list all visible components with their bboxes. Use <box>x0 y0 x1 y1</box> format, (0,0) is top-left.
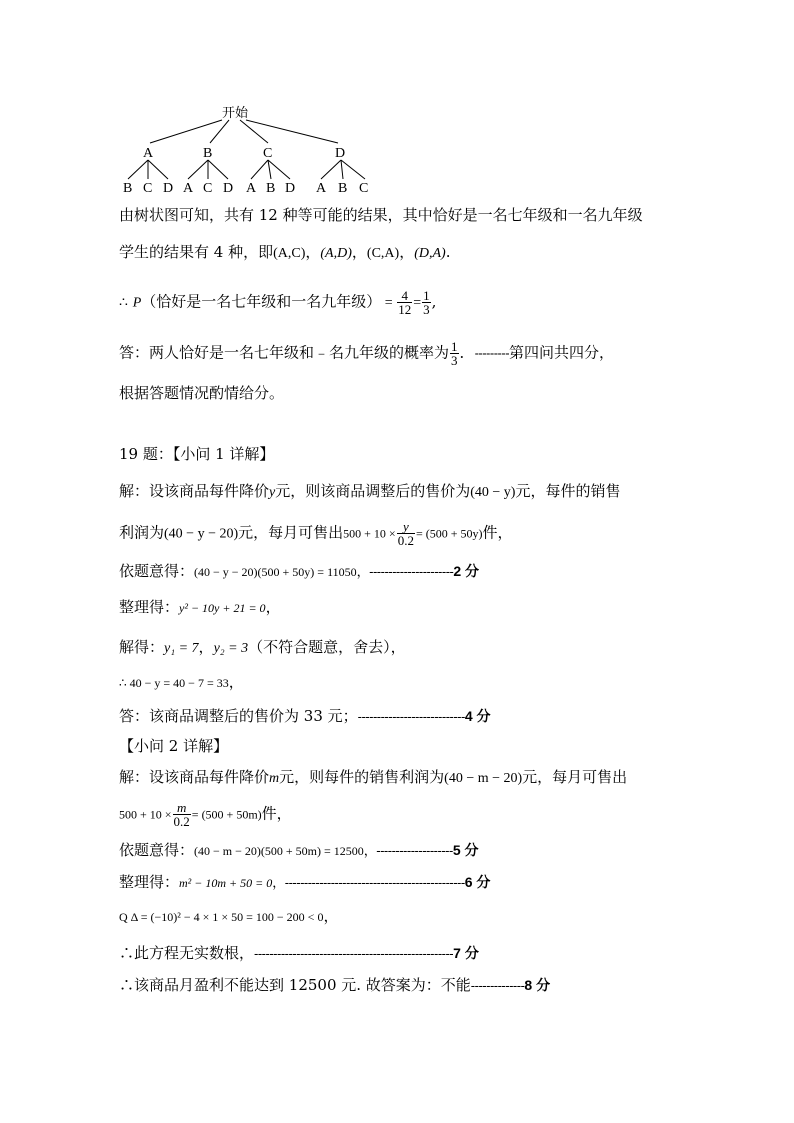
probability-equation: ∴ P（恰好是一名七年级和一名九年级） = $\frac{4}{12}$ = $\frac{1}{3}$ , <box>119 288 437 317</box>
tree-node-b: B <box>203 146 213 161</box>
tree-leaf: B <box>338 181 348 196</box>
tree-node-a: A <box>143 146 154 161</box>
q19-line: ∴ 40 − y = 40 − 7 = 33， <box>119 673 244 691</box>
tree-leaf: A <box>246 181 257 196</box>
tree-leaf: C <box>203 181 213 196</box>
tree-leaf: A <box>316 181 327 196</box>
paragraph-tree-result: 由树状图可知，共有 12 种等可能的结果，其中恰好是一名七年级和一名九年级 <box>119 206 643 224</box>
tree-leaf: A <box>183 181 194 196</box>
q19-line: 500 + 10 × $\frac{m}{0.2}$ = (500 + 50m)件， <box>119 800 292 829</box>
fraction: $\frac{y}{0.2}$ <box>397 519 414 548</box>
tree-leaf: C <box>359 181 369 196</box>
tree-leaf: D <box>285 181 296 196</box>
grading-note: 根据答题情况酌情给分。 <box>119 384 285 402</box>
q19-heading: 19 题：【小问 1 详解】 <box>119 445 275 463</box>
q19-line: 整理得：m² − 10m + 50 = 0，-----------------------------------------------6 分 <box>119 873 491 891</box>
q19-line: 整理得：y² − 10y + 21 = 0， <box>119 598 281 616</box>
answer-line: 答：两人恰好是一名七年级和﹣名九年级的概率为 $\frac{1}{3}$ ．---------第四问共四分， <box>119 339 615 368</box>
fraction: $\frac{4}{12}$ <box>398 288 412 317</box>
paragraph-outcomes: 学生的结果有 4 种，即(A,C)，(A,D)，(C,A)，(D,A). <box>119 243 451 261</box>
q19-line: 解：设该商品每件降价y元，则该商品调整后的售价为(40 − y)元，每件的销售 <box>119 482 621 500</box>
fraction: $\frac{1}{3}$ <box>451 339 458 368</box>
tree-diagram <box>0 0 794 200</box>
tree-leaf: D <box>223 181 234 196</box>
tree-node-c: C <box>263 146 273 161</box>
q19-line: ∴该商品月盈利不能达到 12500 元. 故答案为：不能--------------8 分 <box>119 976 551 994</box>
tree-node-d: D <box>335 146 346 161</box>
q19-line: 利润为(40 − y − 20)元，每月可售出500 + 10 × $\frac{y}{0.2}$ = (500 + 50y)件， <box>119 519 513 548</box>
q19-line: ∴此方程无实数根，----------------------------------------------------7 分 <box>119 944 479 962</box>
q19-line: Q Δ = (−10)² − 4 × 1 × 50 = 100 − 200 < 0， <box>119 907 339 925</box>
q19-line: 解得：y₁ = 7，y₂ = 3（不符合题意，舍去）， <box>119 638 406 656</box>
fraction: $\frac{1}{3}$ <box>423 288 430 317</box>
q19-line: 答：该商品调整后的售价为 33 元；----------------------------4 分 <box>119 707 491 725</box>
q19-line: 依题意得：(40 − m − 20)(500 + 50m) = 12500，--------------------5 分 <box>119 841 479 859</box>
q19-heading-2: 【小问 2 详解】 <box>119 737 229 755</box>
tree-leaf: B <box>123 181 133 196</box>
tree-leaf: D <box>163 181 174 196</box>
fraction: $\frac{m}{0.2}$ <box>173 800 190 829</box>
tree-leaf: B <box>266 181 276 196</box>
q19-line: 解：设该商品每件降价m元，则每件的销售利润为(40 − m − 20)元，每月可售出 <box>119 768 628 786</box>
tree-root: 开始 <box>222 106 249 121</box>
q19-line: 依题意得：(40 − y − 20)(500 + 50y) = 11050，----------------------2 分 <box>119 562 480 580</box>
tree-leaf: C <box>143 181 153 196</box>
